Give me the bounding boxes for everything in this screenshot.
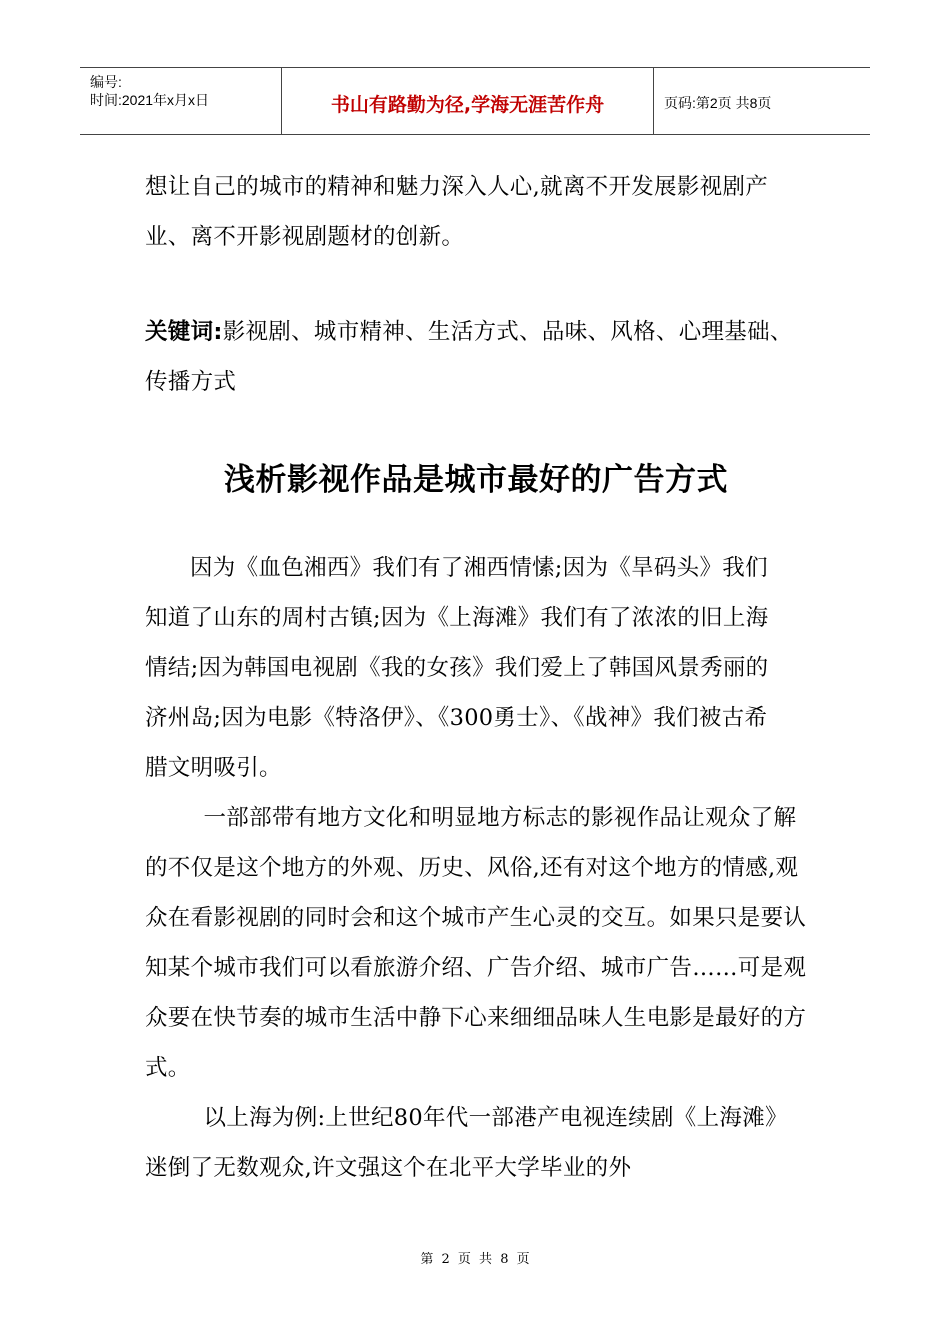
keywords-text: 影视剧、城市精神、生活方式、品味、风格、心理基础、传播方式 bbox=[145, 319, 793, 395]
keywords-label: 关键词: bbox=[145, 319, 223, 345]
header-motto: 书山有路勤为径,学海无涯苦作舟 bbox=[282, 68, 654, 134]
keywords-paragraph bbox=[145, 307, 807, 407]
document-body bbox=[145, 162, 807, 1193]
header-meta-cell bbox=[80, 68, 282, 134]
body-paragraph-1: 因为《血色湘西》我们有了湘西情愫;因为《旱码头》我们知道了山东的周村古镇;因为《上海滩》我们有了浓浓的旧上海情结;因为韩国电视剧《我的女孩》我们爱上了韩国风景秀丽的济州岛;因为电影《特洛伊》、《300勇士》、《战神》我们被古希腊文明吸引。 bbox=[145, 555, 769, 781]
article-title: 浅析影视作品是城市最好的广告方式 bbox=[224, 462, 728, 498]
body-paragraph-2: 一部部带有地方文化和明显地方标志的影视作品让观众了解的不仅是这个地方的外观、历史、风俗,还有对这个地方的情感,观众在看影视剧的同时会和这个城市产生心灵的交互。如果只是要认知某个城市我们可以看旅游介绍、广告介绍、城市广告……可是观众要在快节奏的城市生活中静下心来细细品味人生电影是最好的方式。 bbox=[145, 805, 807, 1081]
body-paragraph-3: 以上海为例:上世纪80年代一部港产电视连续剧《上海滩》迷倒了无数观众,许文强这个在北平大学毕业的外 bbox=[145, 1105, 788, 1181]
header-table bbox=[80, 67, 870, 135]
page-footer: 第 2 页 共 8 页 bbox=[420, 1252, 530, 1267]
document-time-label: 时间:2021年x月x日 bbox=[90, 92, 210, 108]
document-number-label: 编号: bbox=[90, 74, 122, 90]
intro-paragraph: 想让自己的城市的精神和魅力深入人心,就离不开发展影视剧产业、离不开影视剧题材的创新。 bbox=[145, 174, 769, 250]
header-page-info: 页码:第2页 共8页 bbox=[664, 95, 772, 111]
